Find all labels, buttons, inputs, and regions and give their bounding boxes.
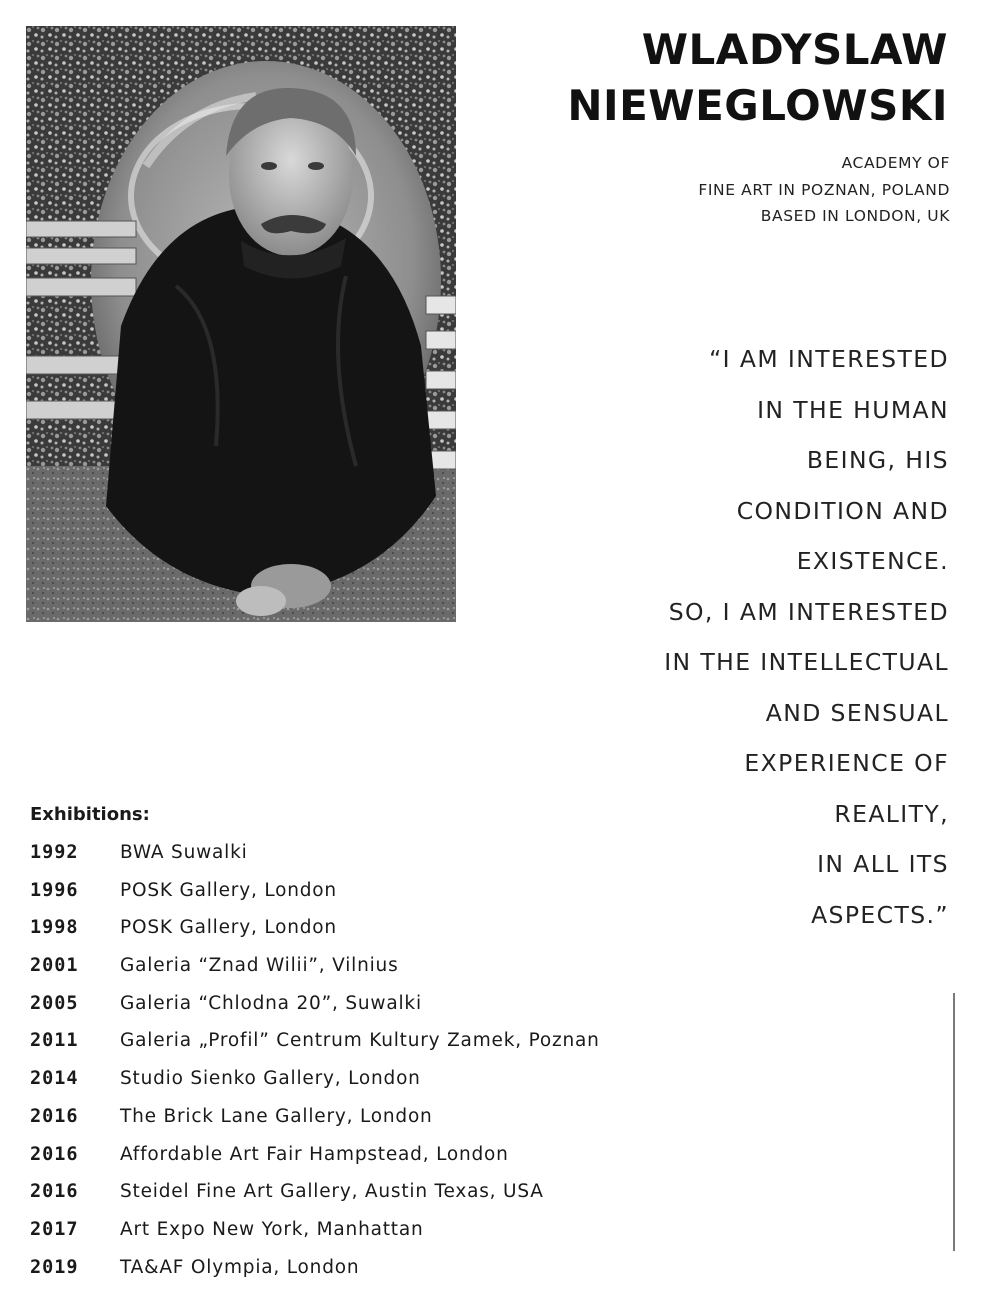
artist-first-name: WLADYSLAW — [641, 25, 948, 74]
affiliation-line: BASED IN LONDON, UK — [760, 207, 950, 225]
exhibition-venue: Galeria “Chlodna 20”, Suwalki — [120, 992, 422, 1014]
exhibition-item — [30, 1255, 600, 1293]
exhibition-venue: Art Expo New York, Manhattan — [120, 1218, 424, 1240]
exhibitions-list — [30, 840, 600, 1292]
exhibition-year: 2011 — [30, 1030, 79, 1052]
artist-statement-quote — [664, 334, 949, 940]
exhibition-item — [30, 1028, 600, 1066]
exhibition-item — [30, 953, 600, 991]
exhibition-venue: Galeria „Profil” Centrum Kultury Zamek, Poznan — [120, 1030, 600, 1052]
affiliation-line: ACADEMY OF — [841, 154, 950, 172]
exhibition-item — [30, 1142, 600, 1180]
quote-line: SO, I AM INTERESTED — [668, 597, 949, 626]
quote-line: IN THE HUMAN — [757, 395, 949, 424]
exhibition-item — [30, 991, 600, 1029]
quote-line: EXISTENCE. — [796, 547, 949, 575]
exhibitions-heading: Exhibitions: — [30, 804, 150, 825]
exhibition-item — [30, 840, 600, 878]
quote-line: IN ALL ITS — [817, 850, 949, 878]
artist-last-name: NIEWEGLOWSKI — [567, 81, 948, 130]
exhibition-item — [30, 1217, 600, 1255]
quote-line: CONDITION AND — [736, 496, 949, 525]
exhibition-year: 2005 — [30, 992, 79, 1014]
exhibition-item — [30, 1179, 600, 1217]
exhibition-year: 2014 — [30, 1068, 79, 1090]
quote-line: EXPERIENCE OF — [744, 749, 949, 777]
exhibition-venue: TA&AF Olympia, London — [120, 1256, 360, 1278]
quote-line: AND SENSUAL — [765, 698, 949, 727]
exhibition-year: 1998 — [30, 917, 79, 939]
exhibition-year: 2017 — [30, 1218, 79, 1240]
exhibition-item — [30, 878, 600, 916]
exhibition-year: 1996 — [30, 879, 79, 901]
exhibition-venue: POSK Gallery, London — [120, 917, 337, 939]
vertical-divider — [953, 993, 955, 1251]
exhibition-year: 2019 — [30, 1256, 79, 1278]
affiliation-line: FINE ART IN POZNAN, POLAND — [698, 180, 950, 199]
exhibition-item — [30, 1104, 600, 1142]
quote-line: ASPECTS.” — [811, 900, 949, 929]
exhibition-year: 2001 — [30, 955, 79, 977]
exhibition-venue: Galeria “Znad Wilii”, Vilnius — [120, 955, 399, 977]
exhibition-year: 1992 — [30, 842, 79, 863]
exhibition-venue: BWA Suwalki — [120, 842, 248, 863]
exhibition-venue: The Brick Lane Gallery, London — [120, 1105, 433, 1127]
exhibition-year: 2016 — [30, 1143, 79, 1165]
quote-line: “I AM INTERESTED — [709, 345, 949, 373]
exhibition-venue: POSK Gallery, London — [120, 879, 337, 901]
exhibition-item — [30, 915, 600, 953]
artist-portrait-photo — [26, 26, 456, 622]
artist-affiliation — [698, 150, 950, 230]
quote-line: BEING, HIS — [806, 446, 949, 474]
exhibition-venue: Steidel Fine Art Gallery, Austin Texas, USA — [120, 1181, 544, 1203]
exhibition-year: 2016 — [30, 1181, 79, 1203]
exhibition-venue: Studio Sienko Gallery, London — [120, 1068, 421, 1090]
artist-name — [567, 22, 948, 134]
exhibition-year: 2016 — [30, 1105, 79, 1127]
quote-line: REALITY, — [834, 799, 949, 828]
quote-line: IN THE INTELLECTUAL — [664, 648, 949, 676]
exhibition-venue: Affordable Art Fair Hampstead, London — [120, 1143, 509, 1165]
exhibition-item — [30, 1066, 600, 1104]
